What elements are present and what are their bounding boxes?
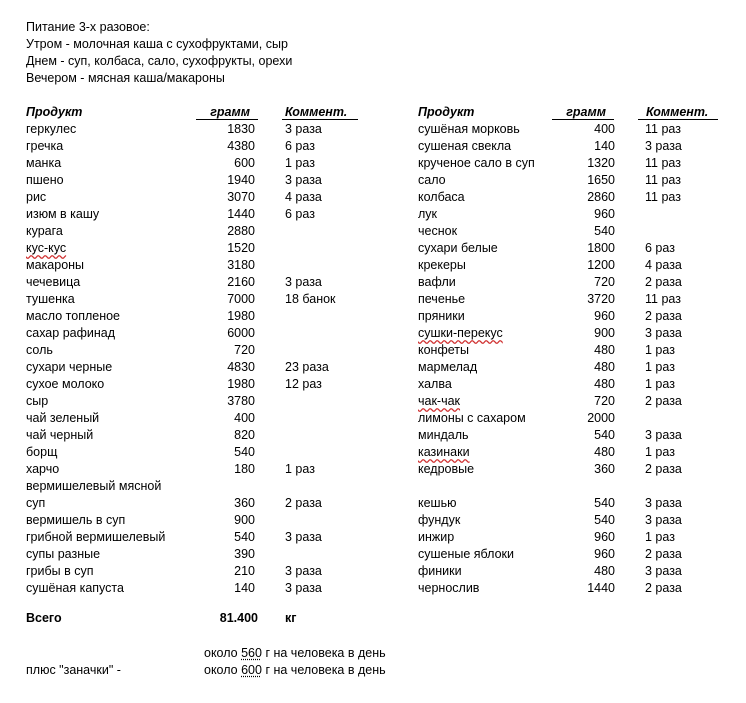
product-comment: 23 раза (285, 360, 329, 374)
product-name: халва (418, 377, 452, 391)
product-grams: 820 (234, 428, 255, 442)
product-grams: 540 (594, 224, 615, 238)
product-name: чеснок (418, 224, 458, 238)
product-name: чернослив (418, 581, 480, 595)
product-grams: 400 (594, 122, 615, 136)
product-comment: 2 раза (645, 275, 682, 289)
footer-line-2-number: 600 (241, 663, 262, 677)
product-name: сушки-перекус (418, 326, 503, 340)
product-grams: 3180 (227, 258, 255, 272)
product-grams (196, 478, 255, 495)
product-comment: 2 раза (645, 309, 682, 323)
product-name: сало (418, 173, 446, 187)
product-grams: 480 (594, 343, 615, 357)
product-name: грибы в суп (26, 564, 94, 578)
product-grams: 1830 (227, 122, 255, 136)
product-comment: 2 раза (645, 394, 682, 408)
product-name: грибной вермишелевый (26, 530, 166, 544)
product-comment: 2 раза (645, 547, 682, 561)
product-name: сушёная морковь (418, 122, 520, 136)
product-comment: 2 раза (645, 581, 682, 595)
product-comment: 2 раза (645, 462, 682, 476)
product-name: крученое сало в суп (418, 156, 535, 170)
product-name: чечевица (26, 275, 81, 289)
product-comment: 1 раз (645, 343, 675, 357)
intro-line-3: Днем - суп, колбаса, сало, сухофрукты, орехи (26, 54, 293, 68)
product-grams: 1980 (227, 309, 255, 323)
product-name: чай черный (26, 428, 94, 442)
product-comment: 1 раз (645, 530, 675, 544)
intro-line-1: Питание 3-х разовое: (26, 20, 150, 34)
footer-line-1-number: 560 (241, 646, 262, 660)
product-grams: 2860 (587, 190, 615, 204)
product-name: сушеная свекла (418, 139, 512, 153)
left-gram-underline (196, 119, 258, 120)
right-header-comment: Коммент. (646, 105, 709, 119)
product-grams: 390 (234, 547, 255, 561)
product-grams: 3780 (227, 394, 255, 408)
product-name: конфеты (418, 343, 469, 357)
product-grams: 1440 (227, 207, 255, 221)
product-name: курага (26, 224, 63, 238)
product-comment: 6 раз (645, 241, 675, 255)
total-value: 81.400 (219, 611, 258, 625)
total-label: Всего (26, 611, 62, 625)
footer-line-2 (204, 662, 386, 679)
product-name: чай зеленый (26, 411, 100, 425)
product-comment: 11 раз (645, 122, 681, 136)
intro-line-4: Вечером - мясная каша/макароны (26, 71, 225, 85)
product-comment: 3 раза (285, 530, 322, 544)
product-grams: 1940 (227, 173, 255, 187)
product-grams: 1980 (227, 377, 255, 391)
product-name: сыр (26, 394, 49, 408)
product-grams: 2160 (227, 275, 255, 289)
footer-line-2-label: плюс "заначки" - (26, 663, 121, 677)
product-grams: 210 (234, 564, 255, 578)
product-name: кешью (418, 496, 457, 510)
product-grams: 3720 (587, 292, 615, 306)
product-name: геркулес (26, 122, 77, 136)
product-name: чак-чак (418, 394, 461, 408)
product-grams (552, 478, 615, 495)
product-name: инжир (418, 530, 455, 544)
left-header-product: Продукт (26, 105, 83, 119)
product-grams: 140 (234, 581, 255, 595)
product-comment: 3 раза (285, 122, 322, 136)
footer-line-2-prefix: около (204, 663, 242, 677)
product-comment: 3 раза (645, 564, 682, 578)
left-header-comment: Коммент. (285, 105, 348, 119)
intro-line-2: Утром - молочная каша с сухофруктами, сыр (26, 37, 288, 51)
product-name: финики (418, 564, 462, 578)
product-name: лимоны с сахаром (418, 411, 526, 425)
product-comment: 2 раза (285, 496, 322, 510)
product-name: изюм в кашу (26, 207, 100, 221)
footer-line-2-suffix: г на человека в день (261, 663, 386, 677)
product-grams: 960 (594, 309, 615, 323)
product-comment: 6 раз (285, 139, 315, 153)
product-comment: 11 раз (645, 156, 681, 170)
product-grams: 140 (594, 139, 615, 153)
product-comment: 3 раза (285, 581, 322, 595)
product-name: мармелад (418, 360, 478, 374)
product-grams: 900 (594, 326, 615, 340)
product-name: казинаки (418, 445, 470, 459)
product-grams: 6000 (227, 326, 255, 340)
product-comment: 6 раз (285, 207, 315, 221)
product-name: фундук (418, 513, 461, 527)
product-grams: 540 (594, 496, 615, 510)
total-unit: кг (285, 611, 297, 625)
product-grams: 1200 (587, 258, 615, 272)
right-comment-underline (638, 119, 718, 120)
product-comment: 3 раза (645, 496, 682, 510)
product-comment: 3 раза (285, 275, 322, 289)
right-header-product: Продукт (418, 105, 475, 119)
product-name: кус-кус (26, 241, 67, 255)
product-comment: 11 раз (645, 292, 681, 306)
product-name: соль (26, 343, 53, 357)
product-grams: 960 (594, 547, 615, 561)
product-grams: 480 (594, 445, 615, 459)
product-grams: 7000 (227, 292, 255, 306)
product-name: кедровые (418, 462, 475, 476)
right-gram-underline (552, 119, 614, 120)
product-name: миндаль (418, 428, 469, 442)
footer-line-1-suffix: г на человека в день (261, 646, 386, 660)
product-grams: 4830 (227, 360, 255, 374)
product-name: макароны (26, 258, 85, 272)
product-grams: 1650 (587, 173, 615, 187)
product-grams: 720 (594, 275, 615, 289)
product-comment: 12 раз (285, 377, 322, 391)
product-grams: 540 (594, 513, 615, 527)
product-name: печенье (418, 292, 466, 306)
product-comment: 1 раз (645, 360, 675, 374)
product-name: лук (418, 207, 438, 221)
product-name: харчо (26, 462, 60, 476)
product-name: пряники (418, 309, 465, 323)
product-name: сушеные яблоки (418, 547, 514, 561)
product-comment: 4 раза (645, 258, 682, 272)
product-grams: 540 (234, 445, 255, 459)
product-grams: 1520 (227, 241, 255, 255)
product-grams: 1800 (587, 241, 615, 255)
product-grams: 480 (594, 564, 615, 578)
product-grams: 480 (594, 360, 615, 374)
product-grams: 4380 (227, 139, 255, 153)
product-grams: 960 (594, 530, 615, 544)
product-name: масло топленое (26, 309, 121, 323)
product-name: борщ (26, 445, 58, 459)
product-name: суп (26, 496, 46, 510)
product-grams: 900 (234, 513, 255, 527)
product-name: сушёная капуста (26, 581, 124, 595)
product-comment: 1 раз (645, 377, 675, 391)
product-name: сухари белые (418, 241, 498, 255)
left-comment-underline (282, 119, 358, 120)
product-comment: 1 раз (285, 462, 315, 476)
right-header-gram: грамм (566, 105, 606, 119)
product-comment: 18 банок (285, 292, 336, 306)
product-grams: 400 (234, 411, 255, 425)
product-grams: 2000 (587, 411, 615, 425)
product-grams: 960 (594, 207, 615, 221)
product-name: гречка (26, 139, 64, 153)
footer-line-1 (204, 645, 386, 662)
product-grams: 2880 (227, 224, 255, 238)
product-name: сухое молоко (26, 377, 105, 391)
product-name: пшено (26, 173, 64, 187)
product-name: рис (26, 190, 47, 204)
product-comment: 3 раза (285, 564, 322, 578)
product-grams: 720 (234, 343, 255, 357)
product-comment: 3 раза (645, 513, 682, 527)
product-comment: 4 раза (285, 190, 322, 204)
product-name: супы разные (26, 547, 101, 561)
product-grams: 360 (234, 496, 255, 510)
product-grams: 480 (594, 377, 615, 391)
product-comment: 3 раза (645, 428, 682, 442)
product-comment: 1 раз (645, 445, 675, 459)
product-grams: 3070 (227, 190, 255, 204)
product-grams: 540 (234, 530, 255, 544)
product-comment: 3 раза (285, 173, 322, 187)
product-comment: 3 раза (645, 139, 682, 153)
product-comment: 11 раз (645, 190, 681, 204)
product-comment: 1 раз (285, 156, 315, 170)
product-name: вермишелевый мясной (26, 479, 162, 493)
product-comment: 11 раз (645, 173, 681, 187)
product-grams: 540 (594, 428, 615, 442)
product-name: манка (26, 156, 62, 170)
product-name: сахар рафинад (26, 326, 116, 340)
product-name: вермишель в суп (26, 513, 126, 527)
product-grams: 1320 (587, 156, 615, 170)
product-grams: 600 (234, 156, 255, 170)
left-header-gram: грамм (210, 105, 250, 119)
product-name: тушенка (26, 292, 75, 306)
product-grams: 360 (594, 462, 615, 476)
product-grams: 180 (234, 462, 255, 476)
product-name: крекеры (418, 258, 466, 272)
product-name: колбаса (418, 190, 465, 204)
footer-line-1-prefix: около (204, 646, 242, 660)
product-grams: 1440 (587, 581, 615, 595)
product-grams: 720 (594, 394, 615, 408)
product-name: вафли (418, 275, 456, 289)
product-comment: 3 раза (645, 326, 682, 340)
product-name: сухари черные (26, 360, 113, 374)
